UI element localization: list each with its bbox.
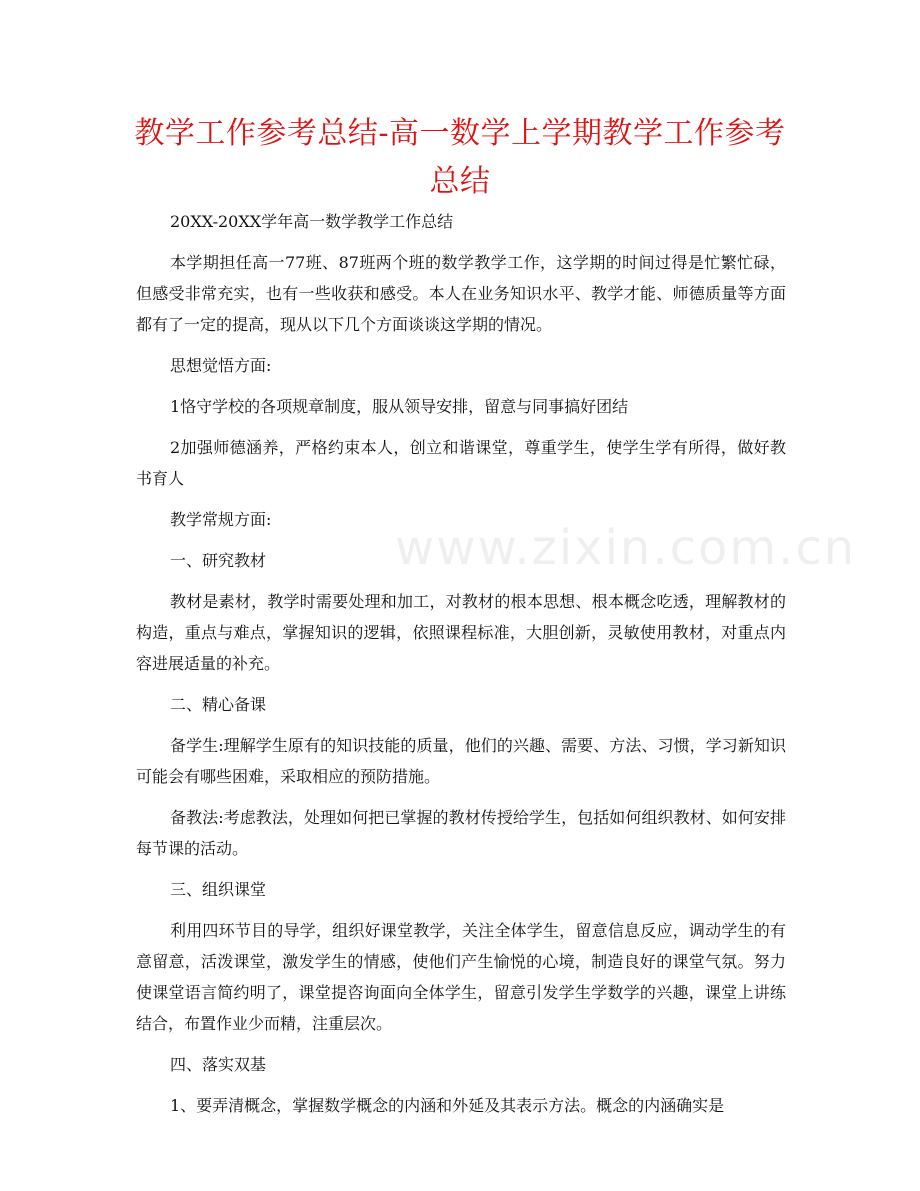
- paragraph-point-1: 1恪守学校的各项规章制度，服从领导安排，留意与同事搞好团结: [170, 397, 629, 416]
- section-heading-ideology: 思想觉悟方面:: [170, 356, 272, 375]
- paragraph-prep-students: 备学生:理解学生原有的知识技能的质量，他们的兴趣、需要、方法、习惯，学习新知识可能会有哪些困难，采取相应的预防措施。: [136, 736, 786, 786]
- section-heading-classroom: 三、组织课堂: [170, 880, 267, 899]
- paragraph-study-materials: 教材是素材，教学时需要处理和加工，对教材的根本思想、根本概念吃透，理解教材的构造，重点与难点，掌握知识的逻辑，依照课程标准，大胆创新，灵敏使用教材，对重点内容进展适量的补充。: [136, 592, 786, 673]
- document-body: [136, 206, 786, 1131]
- paragraph-classroom: 利用四环节目的导学，组织好课堂教学，关注全体学生，留意信息反应，调动学生的有意留意，活泼课堂，激发学生的情感，使他们产生愉悦的心境，制造良好的课堂气氛。努力使课堂语言简约明了，课堂提咨询面向全体学生，留意引发学生学数学的兴趣，课堂上讲练结合，布置作业少而精，注重层次。: [136, 921, 786, 1033]
- document-title: 教学工作参考总结-高一数学上学期教学工作参考总结: [134, 116, 786, 199]
- paragraph-prep-methods: 备教法:考虑教法，处理如何把已掌握的教材传授给学生，包括如何组织教材、如何安排每节课的活动。: [136, 808, 786, 858]
- paragraph-basics-1: 1、要弄清概念，掌握数学概念的内涵和外延及其表示方法。概念的内涵确实是: [170, 1096, 725, 1115]
- section-heading-routine: 教学常规方面:: [170, 510, 272, 529]
- section-heading-lesson-prep: 二、精心备课: [170, 695, 267, 714]
- paragraph-subtitle: 20XX-20XX学年高一数学教学工作总结: [170, 212, 454, 231]
- section-heading-basics: 四、落实双基: [170, 1055, 267, 1074]
- paragraph-intro: 本学期担任高一77班、87班两个班的数学教学工作，这学期的时间过得是忙繁忙碌，但感受非常充实，也有一些收获和感受。本人在业务知识水平、教学才能、师德质量等方面都有了一定的提高，现从以下几个方面谈谈这学期的情况。: [136, 253, 786, 334]
- paragraph-point-2: 2加强师德涵养，严格约束本人，创立和谐课堂，尊重学生，使学生学有所得，做好教书育人: [136, 438, 786, 488]
- watermark: www.zixin.com.cn: [395, 520, 857, 576]
- section-heading-study-materials: 一、研究教材: [170, 551, 267, 570]
